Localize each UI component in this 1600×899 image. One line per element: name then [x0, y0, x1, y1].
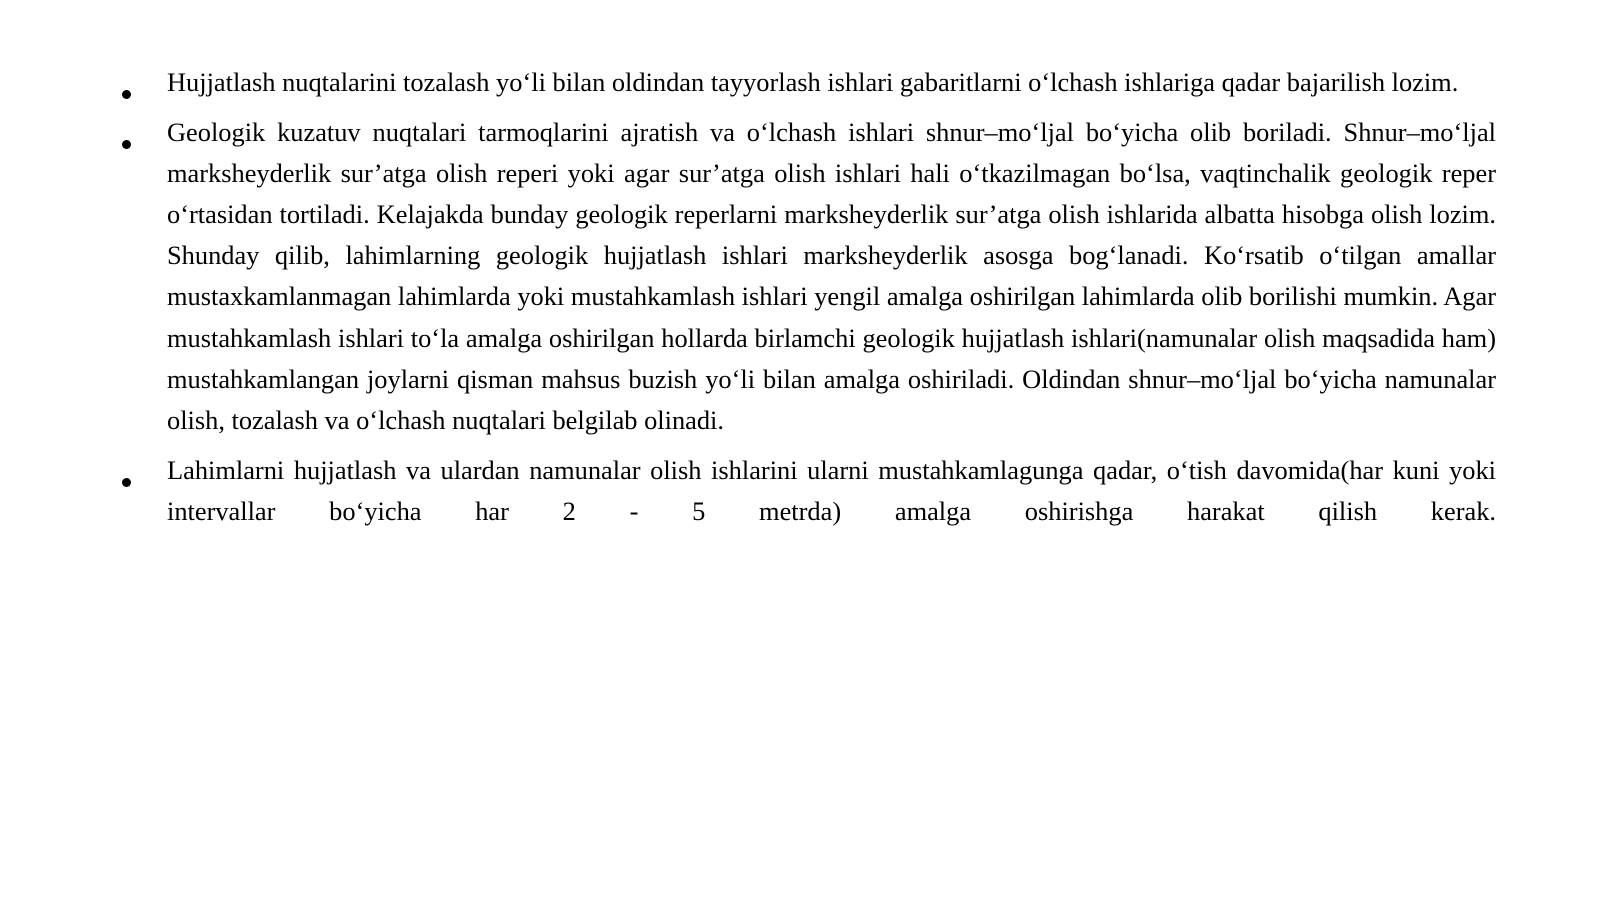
- bullet-dot-icon: [122, 140, 131, 149]
- bullet-list: [116, 62, 1496, 541]
- bullet-item-2: [116, 112, 1496, 441]
- bullet-text-1: Hujjatlash nuqtalarini tozalash yo‘li bilan oldindan tayyorlash ishlari gabaritlarni o‘lchash ishlariga qadar bajarilish lozim.: [167, 67, 1459, 97]
- bullet-item-1: [116, 62, 1496, 103]
- bullet-dot-icon: [122, 478, 131, 487]
- bullet-item-3: [116, 450, 1496, 532]
- bullet-dot-icon: [122, 90, 131, 99]
- bullet-text-3: Lahimlarni hujjatlash va ulardan namunalar olish ishlarini ularni mustahkamlagunga qadar, o‘tish davomida(har kuni yoki intervallar bo‘yicha har 2 - 5 metrda) amalga oshirishga harakat qilish kerak.: [167, 454, 1496, 526]
- bullet-text-2: Geologik kuzatuv nuqtalari tarmoqlarini ajratish va o‘lchash ishlari shnur–mo‘ljal bo‘yicha olib boriladi. Shnur–mo‘ljal marksheyderlik sur’atga olish reperi yoki agar sur’atga olish ishlari hali o‘tkazilmagan bo‘lsa, vaqtinchalik geologik reper o‘rtasidan tortiladi. Kelajakda bunday geologik reperlarni marksheyderlik sur’atga olish ishlarida albatta hisobga olish lozim. Shunday qilib, lahimlarning geologik hujjatlash ishlari marksheyderlik asosga bog‘lanadi. Ko‘rsatib o‘tilgan amallar mustaxkamlanmagan lahimlarda yoki mustahkamlash ishlari yengil amalga oshirilgan lahimlarda olib borilishi mumkin. Agar mustahkamlash ishlari to‘la amalga oshirilgan hollarda birlamchi geologik hujjatlash ishlari(namunalar olish maqsadida ham) mustahkamlangan joylarni qisman mahsus buzish yo‘li bilan amalga oshiriladi. Oldindan shnur–mo‘ljal bo‘yicha namunalar olish, tozalash va o‘lchash nuqtalari belgilab olinadi.: [167, 117, 1496, 435]
